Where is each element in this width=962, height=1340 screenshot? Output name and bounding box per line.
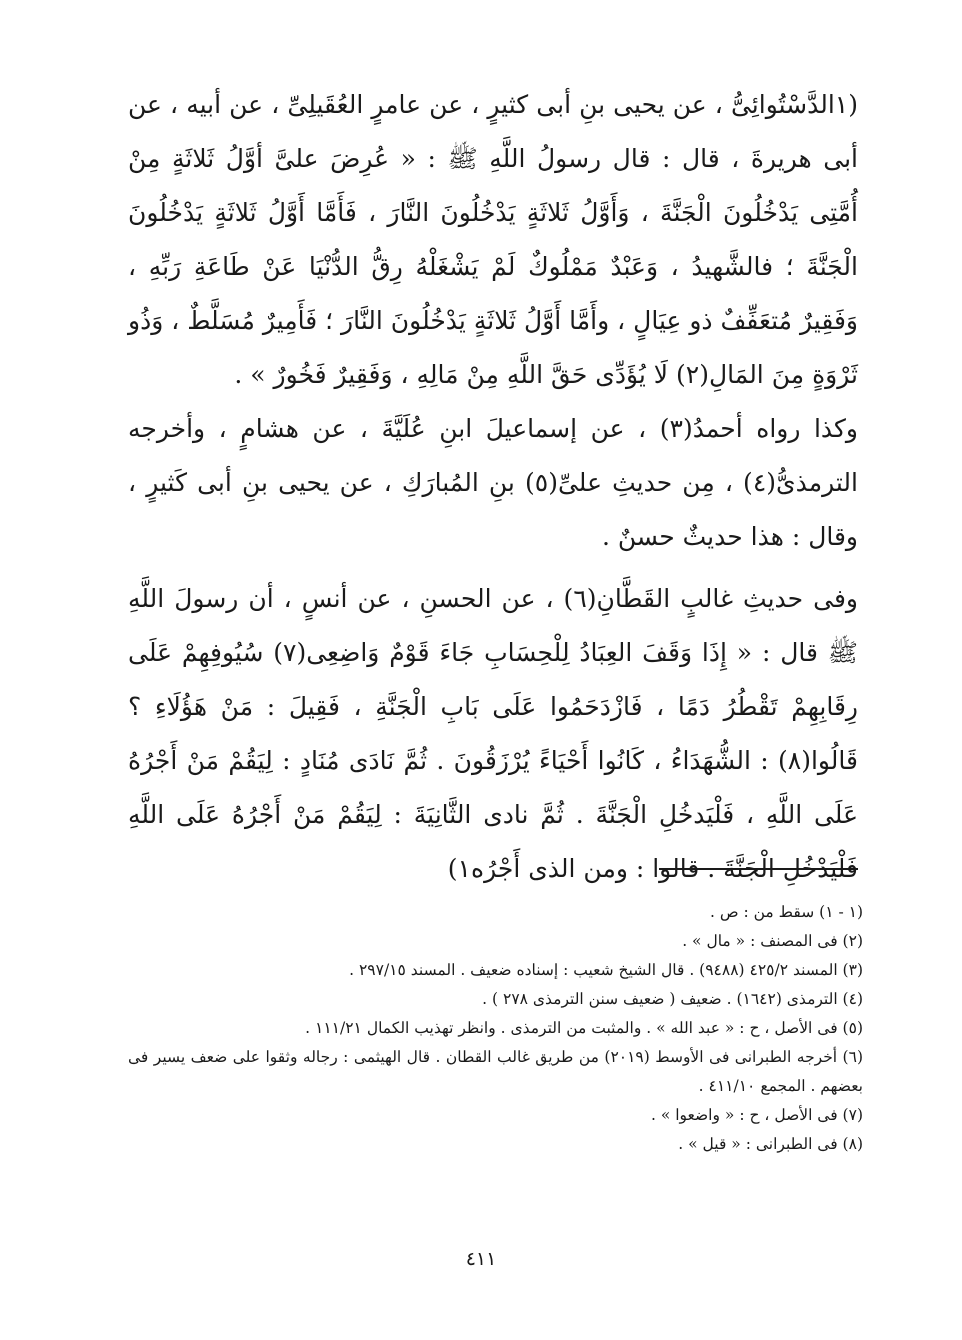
- paragraph-narration: وكذا رواه أحمدُ(٣) ، عن إسماعيلَ ابنِ عُلَيَّةَ ، عن هشامٍ ، وأخرجه الترمذىُّ(٤) ، مِن حديثِ علىِّ(٥) بنِ المُبارَكِ ، عن يحيى بنِ أبى كَثيرٍ ، وقال : هذا حديثٌ حسنٌ .: [128, 414, 858, 551]
- paragraph-ghalib-hadith: وفى حديثِ غالبٍ القَطَّانِ(٦) ، عن الحسنِ ، عن أنسٍ ، أن رسولَ اللَّهِ ﷺ قال : « إِذَا وَقَفَ العِبَادُ لِلْحِسَابِ جَاءَ قَوْمٌ وَاضِعِى(٧) سُيُوفِهِمْ عَلَى رِقَابِهِمْ تَقْطُرُ دَمًا ، فَازْدَحَمُوا عَلَى بَابِ الْجَنَّةِ ، فَقِيلَ : مَنْ هَؤُلَاءِ ؟ قَالُوا(٨) : الشُّهَدَاءُ ، كَانُوا أَحْيَاءً يُرْزَقُونَ . ثُمَّ نَادَى مُنَادٍ : لِيَقُمْ مَنْ أَجْرُهُ عَلَى اللَّهِ ، فَلْيَدخُلِ الْجَنَّةَ . ثُمَّ نادى الثَّانِيَةَ : لِيَقُمْ مَنْ أَجْرُهُ عَلَى اللَّهِ فَلْيَدْخُلِ الْجَنَّةَ . قالوا : ومن الذى أَجْرُه١): [128, 584, 858, 883]
- paragraph-hadith: (١الدَّسْتُوائِىُّ ، عن يحيى بنِ أبى كثيرٍ ، عن عامرٍ العُقَيلِىِّ ، عن أبيه ، عن أبى هريرةَ ، قال : قال رسولُ اللَّهِ ﷺ : « عُرِضَ علىَّ أوَّلُ ثَلاثَةٍ مِنْ أُمَّتِى يَدْخُلُونَ الْجَنَّةَ ، وَأَوَّلُ ثَلاثَةٍ يَدْخُلُونَ النَّارَ ، فَأَمَّا أَوَّلُ ثَلاثَةٍ يَدْخُلُونَ الْجَنَّةَ ؛ فالشَّهيدُ ، وَعَبْدٌ مَمْلُوكٌ لَمْ يَشْغَلْهُ رِقُّ الدُّنْيَا عَنْ طَاعَةِ رَبِّهِ ، وَفَقِيرٌ مُتعَفِّفٌ ذو عِيَالٍ ، وأَمَّا أَوَّلُ ثَلاثَةٍ يَدْخُلُونَ النَّارَ ؛ فَأَمِيرٌ مُسَلَّطٌ ، وَذُو ثَرْوَةٍ مِنَ المَالِ(٢) لَا يُؤَدِّى حَقَّ اللَّهِ مِنْ مَالِهِ ، وَفَقِيرٌ فَخُورٌ » .: [128, 90, 858, 389]
- footnote-8: (٨) فى الطبرانى : « قيل » .: [678, 1135, 863, 1153]
- footnote-5: (٥) فى الأصل ، ح : « عبد الله » . والمثبت من الترمذى . وانظر تهذيب الكمال ١١١/٢١ .: [305, 1019, 863, 1037]
- footnote-7: (٧) فى الأصل ، ح : « واضعوا » .: [650, 1106, 863, 1124]
- page-number: ٤١١: [465, 1248, 497, 1270]
- footnote-1: (١ - ١) سقط من : ص .: [709, 903, 863, 921]
- footnote-separator: [659, 868, 858, 870]
- footnote-2: (٢) فى المصنف : « مال » .: [682, 932, 863, 950]
- footnotes-list: [128, 898, 863, 1159]
- footnote-4: (٤) الترمذى (١٦٤٢) . ضعيف ( ضعيف سنن الترمذى ٢٧٨ ) .: [482, 990, 863, 1008]
- footnote-6: (٦) أخرجه الطبرانى فى الأوسط (٢٠١٩) من طريق غالب القطان . قال الهيثمى : رجاله وثقوا على ضعف يسير فى بعضهم . المجمع ٤١١/١٠ .: [128, 1048, 863, 1095]
- footnote-3: (٣) المسند ٤٢٥/٢ (٩٤٨٨) . قال الشيخ شعيب : إسناده ضعيف . المسند ٢٩٧/١٥ .: [349, 961, 863, 979]
